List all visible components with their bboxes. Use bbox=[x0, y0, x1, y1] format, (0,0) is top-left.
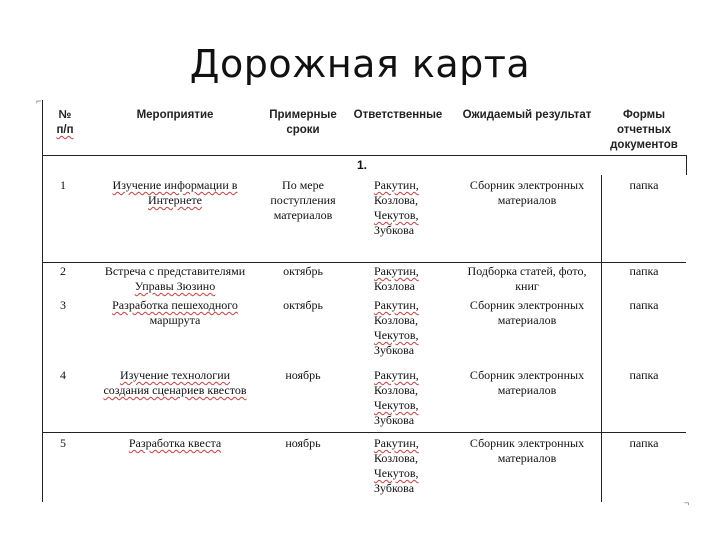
row4-event: Изучение технологии создания сценариев квестов bbox=[103, 368, 247, 397]
row4-num: 4 bbox=[60, 368, 66, 382]
row4-deadline: ноябрь bbox=[285, 368, 321, 382]
row3-result: Сборник электронных материалов bbox=[469, 298, 585, 327]
row5-event: Разработка квеста bbox=[128, 436, 222, 450]
row3-docs: папка bbox=[629, 298, 659, 312]
header-responsible: Ответственные bbox=[353, 109, 443, 121]
row5-num: 5 bbox=[60, 436, 66, 450]
row1-deadline: По мере поступления материалов bbox=[270, 178, 336, 222]
table-left-border bbox=[42, 100, 43, 502]
header-event: Мероприятие bbox=[136, 109, 214, 121]
row4-docs: папка bbox=[629, 368, 659, 382]
row5-deadline: ноябрь bbox=[285, 436, 321, 450]
header-divider bbox=[42, 155, 686, 156]
row5-result: Сборник электронных материалов bbox=[469, 436, 585, 465]
row4-responsible: Ракутин, Козлова, Чекутов, Зубкова bbox=[374, 368, 419, 427]
row3-event: Разработка пешеходного маршрута bbox=[112, 298, 238, 327]
row3-deadline: октябрь bbox=[283, 298, 323, 312]
row2-docs: папка bbox=[629, 264, 659, 278]
row1-result: Сборник электронных материалов bbox=[469, 178, 585, 207]
margin-marker: ⌐ bbox=[36, 96, 42, 106]
row3-num: 3 bbox=[60, 298, 66, 312]
margin-marker: ¬ bbox=[684, 498, 690, 508]
header-deadline: Примерные сроки bbox=[269, 109, 337, 136]
header-num: № п/п bbox=[56, 109, 74, 136]
row5-responsible: Ракутин, Козлова, Чекутов, Зубкова bbox=[374, 436, 419, 495]
row3-responsible: Ракутин, Козлова, Чекутов, Зубкова bbox=[374, 298, 419, 357]
header-result: Ожидаемый результат bbox=[462, 109, 592, 121]
row1-responsible: Ракутин, Козлова, Чекутов, Зубкова bbox=[374, 178, 419, 237]
row1-docs: папка bbox=[629, 178, 659, 192]
row1-num: 1 bbox=[60, 178, 66, 192]
header-docs: Формы отчетных документов bbox=[610, 109, 678, 151]
row2-num: 2 bbox=[60, 264, 66, 278]
row-divider bbox=[42, 262, 686, 263]
row2-deadline: октябрь bbox=[283, 264, 323, 278]
row-divider bbox=[42, 432, 686, 433]
row2-responsible: Ракутин, Козлова bbox=[374, 264, 419, 293]
row1-event: Изучение информации в Интернете bbox=[112, 178, 238, 207]
row4-result: Сборник электронных материалов bbox=[469, 368, 585, 397]
slide-title: Дорожная карта bbox=[189, 42, 531, 86]
row2-event: Встреча с представителями Управы Зюзино bbox=[104, 264, 246, 293]
section-label: 1. bbox=[357, 158, 368, 172]
row5-docs: папка bbox=[629, 436, 659, 450]
table-right-border bbox=[686, 155, 687, 175]
row2-result: Подборка статей, фото, книг bbox=[467, 264, 587, 293]
